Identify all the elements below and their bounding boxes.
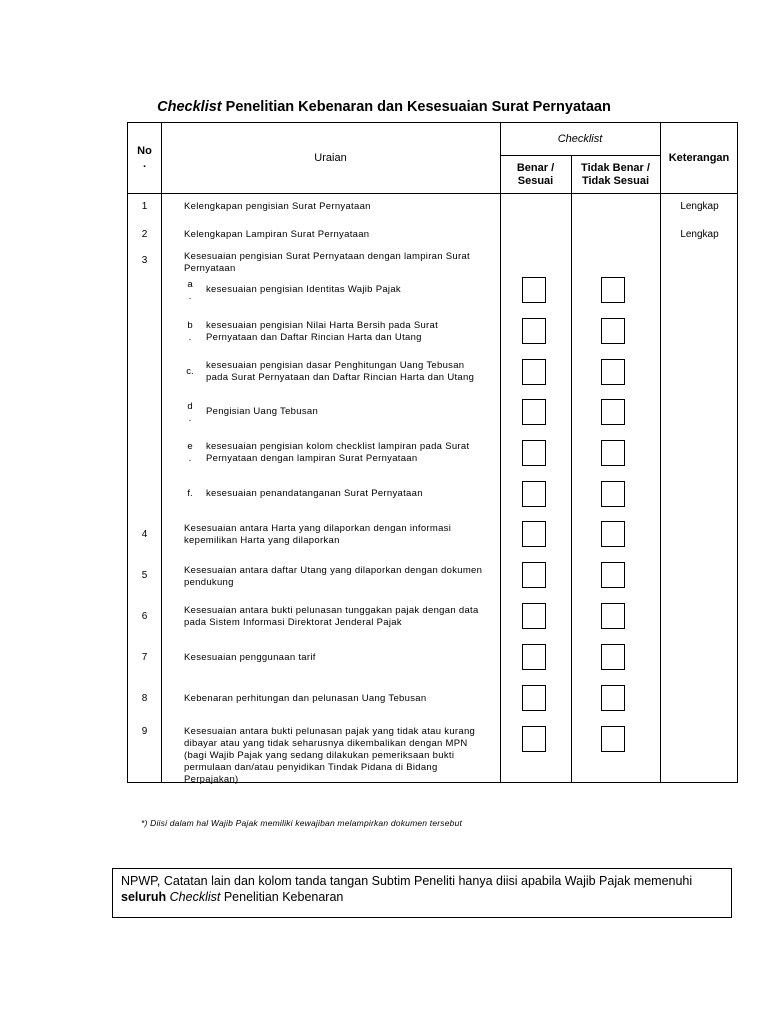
header-benar-line1: Benar / — [516, 162, 555, 174]
note-bold: seluruh — [121, 890, 167, 904]
checkbox-b-benar[interactable] — [522, 318, 546, 344]
checkbox-d-tidak[interactable] — [601, 399, 625, 425]
row-6-text — [184, 605, 479, 629]
sub-d-text: Pengisian Uang Tebusan — [206, 406, 319, 417]
row-4-text — [184, 523, 451, 547]
sub-a-letter — [180, 279, 200, 303]
checkbox-8-benar[interactable] — [522, 685, 546, 711]
row-1-number: 1 — [141, 201, 148, 212]
header-bottom-line — [127, 193, 738, 194]
sub-b-letter — [180, 320, 200, 344]
row-9-text-line1: Kesesuaian antara bukti pelunasan pajak yang tidak atau kurang — [184, 726, 476, 737]
checkbox-e-benar[interactable] — [522, 440, 546, 466]
header-tidak-benar — [571, 162, 660, 188]
row-5-text-line1: Kesesuaian antara daftar Utang yang dilaporkan dengan dokumen — [184, 565, 483, 576]
footnote: *) Diisi dalam hal Wajib Pajak memiliki kewajiban melampirkan dokumen tersebut — [141, 818, 463, 828]
checkbox-9-benar[interactable] — [522, 726, 546, 752]
sub-b-letter-dot: . — [188, 332, 192, 343]
row-9-number: 9 — [141, 726, 148, 737]
checkbox-5-tidak[interactable] — [601, 562, 625, 588]
row-9-text-line2: dibayar atau yang tidak seharusnya dikembalikan dengan MPN — [184, 738, 468, 749]
col-divider-benar — [571, 155, 572, 783]
title-rest: Penelitian Kebenaran dan Kesesuaian Surat Pernyataan — [221, 99, 611, 115]
row-2-text: Kelengkapan Lampiran Surat Pernyataan — [184, 229, 370, 240]
checkbox-7-benar[interactable] — [522, 644, 546, 670]
checkbox-9-tidak[interactable] — [601, 726, 625, 752]
row-9-text — [184, 726, 475, 786]
sub-a-letter-main: a — [187, 279, 193, 290]
row-6-text-line2: pada Sistem Informasi Direktorat Jenderal Pajak — [184, 617, 402, 628]
row-7-number: 7 — [141, 652, 148, 663]
row-9-text-line4: permulaan dan/atau penyidikan Tindak Pidana di Bidang — [184, 762, 438, 773]
row-1-text: Kelengkapan pengisian Surat Pernyataan — [184, 201, 371, 212]
sub-b-letter-main: b — [187, 320, 193, 331]
header-keterangan: Keterangan — [668, 152, 730, 164]
sub-d-letter — [180, 401, 200, 425]
row-4-text-line1: Kesesuaian antara Harta yang dilaporkan dengan informasi — [184, 523, 452, 534]
checkbox-a-benar[interactable] — [522, 277, 546, 303]
row-4-number: 4 — [141, 529, 148, 540]
sub-e-text — [206, 441, 469, 465]
checkbox-4-benar[interactable] — [522, 521, 546, 547]
col-divider-tidak — [660, 122, 661, 783]
sub-d-letter-dot: . — [188, 413, 192, 424]
header-no — [127, 145, 162, 171]
checkbox-f-tidak[interactable] — [601, 481, 625, 507]
row-3-text-line2: Pernyataan — [184, 263, 236, 274]
header-tidak-line2: Tidak Sesuai — [581, 175, 650, 187]
sub-a-letter-dot: . — [188, 291, 192, 302]
sub-c-text — [206, 360, 474, 384]
checkbox-c-tidak[interactable] — [601, 359, 625, 385]
note-rest: Penelitian Kebenaran — [220, 890, 344, 904]
checkbox-d-benar[interactable] — [522, 399, 546, 425]
row-3-text — [184, 251, 470, 275]
row-5-number: 5 — [141, 570, 148, 581]
sub-e-text-line1: kesesuaian pengisian kolom checklist lampiran pada Surat — [206, 441, 470, 452]
row-5-text — [184, 565, 482, 589]
note-box — [112, 868, 732, 918]
checkbox-6-tidak[interactable] — [601, 603, 625, 629]
sub-d-letter-main: d — [187, 401, 193, 412]
sub-e-letter-main: e — [187, 441, 193, 452]
sub-e-letter — [180, 441, 200, 465]
row-4-text-line2: kepemilikan Harta yang dilaporkan — [184, 535, 340, 546]
note-italic: Checklist — [169, 890, 221, 904]
checkbox-6-benar[interactable] — [522, 603, 546, 629]
sub-b-text — [206, 320, 438, 344]
note-line-1: NPWP, Catatan lain dan kolom tanda tangan Subtim Peneliti hanya diisi apabila Wajib Pajak memenuhi — [121, 874, 693, 888]
sub-f-letter-main: f. — [187, 488, 193, 499]
row-5-text-line2: pendukung — [184, 577, 234, 588]
header-uraian: Uraian — [314, 152, 347, 164]
checkbox-8-tidak[interactable] — [601, 685, 625, 711]
checkbox-7-tidak[interactable] — [601, 644, 625, 670]
checkbox-a-tidak[interactable] — [601, 277, 625, 303]
header-no-dot: . — [142, 158, 147, 170]
sub-e-text-line2: Pernyataan dengan lampiran Surat Pernyataan — [206, 453, 418, 464]
sub-c-letter — [180, 366, 200, 378]
sub-c-text-line1: kesesuaian pengisian dasar Penghitungan Uang Tebusan — [206, 360, 465, 371]
header-benar-sesuai — [500, 162, 571, 188]
row-1-keterangan: Lengkap — [680, 201, 719, 212]
row-7-text: Kesesuaian penggunaan tarif — [184, 652, 316, 663]
sub-e-letter-dot: . — [188, 453, 192, 464]
document-title — [0, 99, 768, 115]
col-divider-uraian — [500, 122, 501, 783]
checkbox-5-benar[interactable] — [522, 562, 546, 588]
checkbox-4-tidak[interactable] — [601, 521, 625, 547]
row-8-text: Kebenaran perhitungan dan pelunasan Uang Tebusan — [184, 693, 427, 704]
header-benar-line2: Sesuai — [517, 175, 554, 187]
row-9-text-line5: Perpajakan) — [184, 774, 239, 785]
header-checklist: Checklist — [557, 133, 603, 145]
row-2-keterangan: Lengkap — [680, 229, 719, 240]
note-line-2 — [121, 889, 723, 905]
row-8-number: 8 — [141, 693, 148, 704]
col-divider-no — [161, 122, 162, 783]
row-2-number: 2 — [141, 229, 148, 240]
row-3-number: 3 — [141, 255, 148, 266]
sub-c-text-line2: pada Surat Pernyataan dan Daftar Rincian Harta dan Utang — [206, 372, 475, 383]
checkbox-e-tidak[interactable] — [601, 440, 625, 466]
sub-b-text-line1: kesesuaian pengisian Nilai Harta Bersih pada Surat — [206, 320, 439, 331]
row-9-text-line3: (bagi Wajib Pajak yang sedang dilakukan pemeriksaan bukti — [184, 750, 455, 761]
checkbox-b-tidak[interactable] — [601, 318, 625, 344]
sub-b-text-line2: Pernyataan dan Daftar Rincian Harta dan Utang — [206, 332, 422, 343]
header-tidak-line1: Tidak Benar / — [581, 162, 650, 174]
sub-c-letter-main: c. — [186, 366, 194, 377]
row-6-number: 6 — [141, 611, 148, 622]
sub-f-text: kesesuaian penandatanganan Surat Pernyataan — [206, 488, 423, 499]
sub-a-text: kesesuaian pengisian Identitas Wajib Pajak — [206, 284, 401, 295]
title-italic: Checklist — [157, 99, 222, 115]
sub-f-letter — [180, 488, 200, 500]
row-3-text-line1: Kesesuaian pengisian Surat Pernyataan dengan lampiran Surat — [184, 251, 470, 262]
row-6-text-line1: Kesesuaian antara bukti pelunasan tunggakan pajak dengan data — [184, 605, 479, 616]
checkbox-c-benar[interactable] — [522, 359, 546, 385]
header-no-label: No — [137, 145, 152, 157]
checkbox-f-benar[interactable] — [522, 481, 546, 507]
checklist-header-divider — [500, 155, 660, 156]
